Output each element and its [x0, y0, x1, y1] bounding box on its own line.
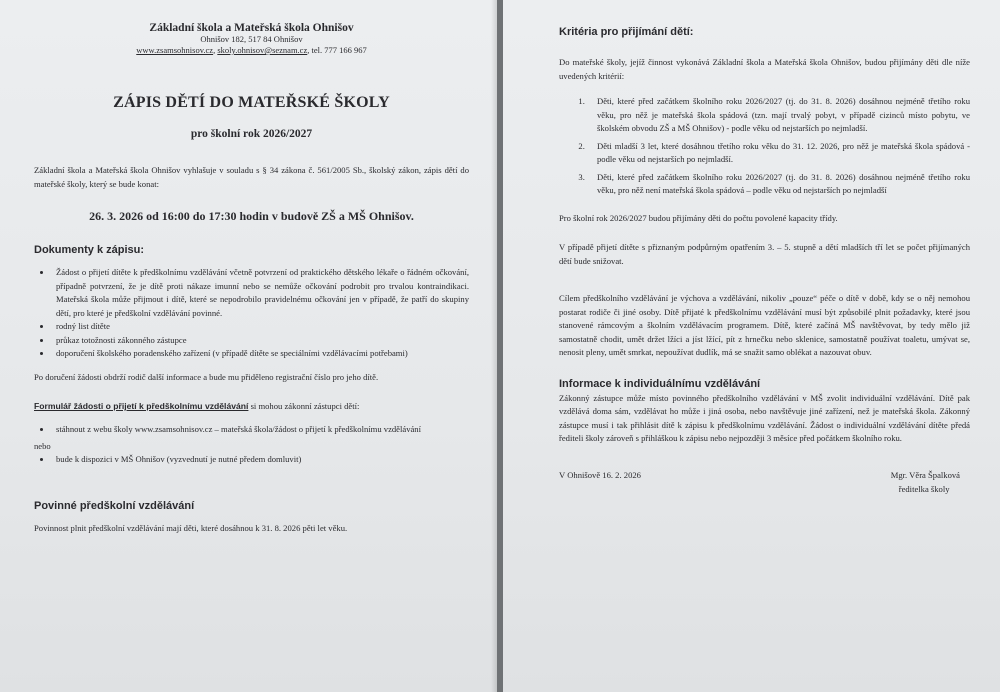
after-documents-text: Po doručení žádosti obdrží rodič další informace a bude mu přiděleno registrační číslo pro jeho dítě. — [34, 371, 379, 382]
individual-heading: Informace k individuálnímu vzdělávání — [559, 377, 761, 390]
criteria-intro: Do mateřské školy, jejíž činnost vykonává Základní škola a Mateřská škola Ohnišov, budou přijímány děti dle níže uvedených kritérií: — [559, 57, 970, 81]
list-item: 3. Děti, které před začátkem školního roku 2026/2027 (tj. do 31. 8. 2026) dosáhnou nejméně třetího roku věku, pro něž není mateřská škola spádová – podle věku od nejstarších po nejmladší — [587, 171, 970, 198]
list-item: • bude k dispozici v MŠ Ohnišov (vyzvednutí je nutné předem domluvit) — [52, 453, 469, 467]
signature-role: ředitelka školy — [898, 483, 950, 494]
criteria-list — [559, 95, 970, 198]
signature — [891, 468, 960, 496]
form-options-list-2 — [34, 453, 469, 467]
individual-text: Zákonný zástupce může místo povinného předškolního vzdělávání v MŠ zvolit individuální vzdělávání. Dítě pak vzdělává doma sám, vzdělávat ho může i jiná osoba, nebo navštěvuje jiné zařízení, než je mateřská škola. Zákonný zástupce musí i tak přihlásit dítě k zápisu k předškolnímu vzdělávání. Žádost o individuální vzdělávání dítěte předá řediteli školy zároveň s přihláškou k zápisu nebo nejpozději 3 měsíce před počátkem školního roku. — [559, 392, 970, 443]
school-name: Základní škola a Mateřská škola Ohnišov — [149, 22, 354, 34]
list-item: • doporučení školského poradenského zařízení (v případě dítěte se speciálními vzdělávacími potřebami) — [52, 347, 469, 361]
school-web: www.zsamsohnisov.cz — [136, 45, 214, 55]
goal-text: Cílem předškolního vzdělávání je výchova a vzdělávání, nikoliv „pouze“ péče o dítě v době, kdy se o něj nemohou postarat rodiče či jiné osoby. Dítě přijaté k předškolnímu vzdělávání musí být způsobilé plnit požadavky, které jsou stanovené rámcovým a školním vzdělávacím programem. Dítě, které začíná MŠ navštěvovat, by tedy mělo již samostatně chodit, umět držet lžíci a jíst lžící, pít z hrnečku nebo sklenice, samostatně používat toaletu, umývat se, nenosit pleny, umět smrkat, nepoužívat dudlík, má se snažit samo oblékat a nazouvat obuv. — [559, 293, 970, 357]
school-address: Ohnišov 182, 517 84 Ohnišov — [200, 34, 303, 44]
list-item: • stáhnout z webu školy www.zsamsohnisov.cz – mateřská škola/žádost o přijetí k předškolnímu vzdělávání — [52, 423, 469, 437]
place-date: V Ohnišově 16. 2. 2026 — [559, 469, 641, 480]
letterhead — [34, 22, 469, 56]
list-item: • rodný list dítěte — [52, 320, 469, 334]
school-tel: tel. 777 166 967 — [311, 45, 367, 55]
school-email: skoly.ohnisov@seznam.cz — [217, 45, 308, 55]
documents-heading: Dokumenty k zápisu: — [34, 244, 145, 256]
page-subtitle: pro školní rok 2026/2027 — [190, 128, 313, 140]
list-item: • Žádost o přijetí dítěte k předškolnímu vzdělávání včetně potvrzení od praktického dětského lékaře o řádném očkování, případně potvrzení, že je dítě proti nákaze imunní nebo se nemůže očkování podrobit pro trvalou kontraindikaci. Mateřská škola může přijmout i dítě, které se nepodrobilo pravidelnému očkování jen v případě, že patří do skupiny dětí, pro které je předškolní vzdělávání povinné. — [52, 266, 469, 320]
right-page — [503, 0, 1000, 692]
left-page — [0, 0, 497, 692]
documents-list — [34, 266, 469, 361]
form-rest-text: si mohou zákonní zástupci dětí: — [248, 401, 360, 411]
criteria-heading: Kritéria pro přijímání dětí: — [559, 26, 694, 38]
list-item: • průkaz totožnosti zákonného zástupce — [52, 334, 469, 348]
form-options-list — [34, 423, 469, 437]
signature-block — [559, 468, 970, 496]
form-bold-text: Formulář žádosti o přijetí k předškolnímu vzdělávání — [34, 401, 249, 411]
form-line — [34, 400, 469, 413]
nebo-text: nebo — [34, 440, 51, 451]
list-item: 2. Děti mladší 3 let, které dosáhnou třetího roku věku do 31. 12. 2026, pro něž je mateřská škola spádová - podle věku od nejstarších po nejmladší. — [587, 140, 970, 167]
page-title: ZÁPIS DĚTÍ DO MATEŘSKÉ ŠKOLY — [113, 94, 390, 111]
list-item: 1. Děti, které před začátkem školního roku 2026/2027 (tj. do 31. 8. 2026) dosáhnou nejméně třetího roku věku, pro něž je mateřská škola spádová (tzn. mají trvalý pobyt, v případě cizinců místo pobytu, ve školském obvodu ZŠ a MŠ Ohnišov) - podle věku od nejstarších po nejmladší. — [587, 95, 970, 136]
school-contact: www.zsamsohnisov.cz, skoly.ohnisov@seznam.cz, tel. 777 166 967 — [136, 45, 367, 55]
signature-name: Mgr. Věra Špalková — [890, 469, 960, 480]
mandatory-heading: Povinné předškolní vzdělávání — [34, 500, 195, 512]
intro-text: Základní škola a Mateřská škola Ohnišov vyhlašuje v souladu s § 34 zákona č. 561/2005 Sb., školský zákon, zápis dětí do mateřské školy, který se bude konat: — [34, 165, 469, 189]
enrollment-date: 26. 3. 2026 od 16:00 do 17:30 hodin v budově ZŠ a MŠ Ohnišov. — [89, 209, 414, 223]
capacity-text: Pro školní rok 2026/2027 budou přijímány děti do počtu povolené kapacity třídy. — [559, 212, 838, 223]
support-text: V případě přijetí dítěte s přiznaným podpůrným opatřením 3. – 5. stupně a dětí mladších tří let se počet přijímaných dětí bude snižovat. — [559, 242, 970, 266]
mandatory-text: Povinnost plnit předškolní vzdělávání mají děti, které dosáhnou k 31. 8. 2026 pěti let věku. — [34, 523, 348, 533]
